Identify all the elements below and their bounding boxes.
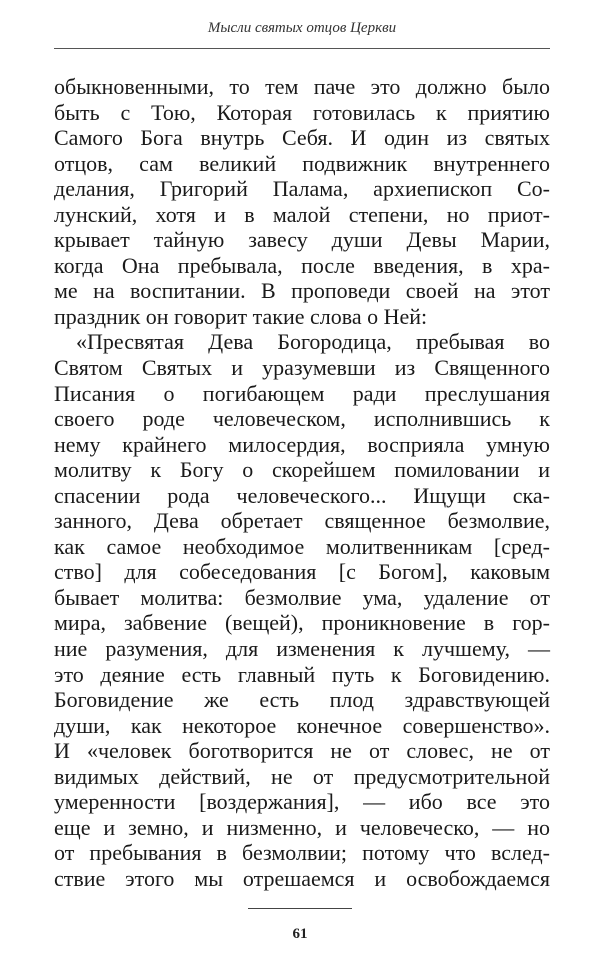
text-line: занного, Дева обретает священное безмолвие, (54, 508, 550, 534)
text-line: отцов, сам великий подвижник внутреннего (54, 150, 550, 176)
text-line: ме на воспитании. В проповеди своей на этот (54, 278, 550, 304)
text-line: видимых действий, не от предусмотрительной (54, 763, 550, 789)
text-line: ние разумения, для изменения к лучшему, — (54, 636, 550, 662)
text-line: крывает тайную завесу души Девы Марии, (54, 227, 550, 253)
footer-rule (248, 908, 352, 909)
text-line: мира, забвение (вещей), проникновение в гор- (54, 610, 550, 636)
text-line: быть с Тою, Которая готовилась к приятию (54, 99, 550, 125)
text-line: «Пресвятая Дева Богородица, пребывая во (76, 329, 550, 355)
body-text (54, 74, 550, 892)
text-line: ствие этого мы отрешаемся и освобождаемся (54, 865, 550, 891)
text-line: бывает молитва: безмолвие ума, удаление от (54, 584, 550, 610)
text-line: нему крайнего милосердия, восприяла умную (54, 431, 550, 457)
text-line: делания, Григорий Палама, архиепископ Со- (54, 176, 550, 202)
text-line: Писания о погибающем ради преслушания (54, 380, 550, 406)
text-line: ство] для собеседования [с Богом], каковым (54, 559, 550, 585)
text-line: еще и земно, и низменно, и человеческо, — но (54, 814, 550, 840)
text-line: праздник он говорит такие слова о Ней: (54, 303, 428, 329)
text-line: когда Она пребывала, после введения, в хра- (54, 252, 550, 278)
text-line: души, как некоторое конечное совершенство». (54, 712, 550, 738)
text-line: от пребывания в безмолвии; потому что вслед- (54, 840, 550, 866)
text-line: своего роде человеческом, исполнившись к (54, 406, 550, 432)
text-line: Боговидение же есть плод здравствующей (54, 687, 550, 713)
text-line: Самого Бога внутрь Себя. И один из святых (54, 125, 550, 151)
text-line: это деяние есть главный путь к Боговидению. (54, 661, 550, 687)
text-line: И «человек боготворится не от словес, не от (54, 738, 550, 764)
text-line: как самое необходимое молитвенникам [сред- (54, 533, 550, 559)
text-line: молитву к Богу о скорейшем помиловании и (54, 457, 550, 483)
text-line: спасении рода человеческого... Ищущи ска- (54, 482, 550, 508)
text-line: обыкновенными, то тем паче это должно было (54, 74, 550, 99)
running-header: Мысли святых отцов Церкви (207, 20, 397, 36)
text-line: лунский, хотя и в малой степени, но приот- (54, 201, 550, 227)
text-line: Святом Святых и уразумевши из Священного (54, 355, 550, 381)
header-rule (54, 48, 550, 49)
text-line: умеренности [воздержания], — ибо все это (54, 789, 550, 815)
page-number: 61 (292, 926, 308, 942)
